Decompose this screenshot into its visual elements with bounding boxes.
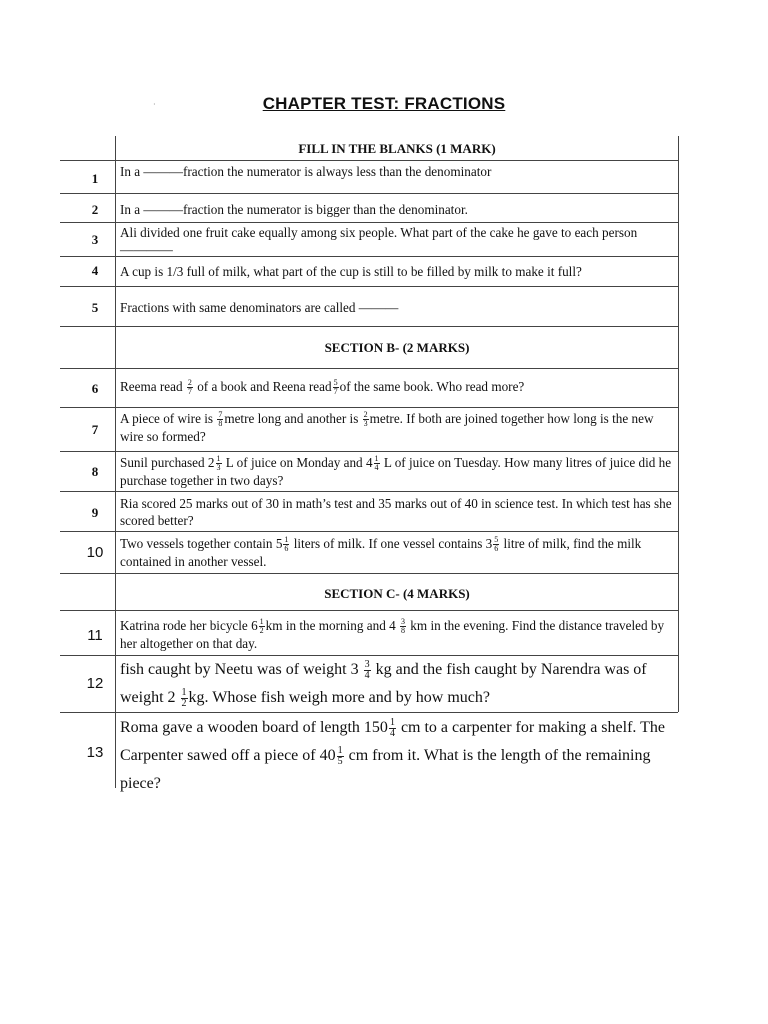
row-divider — [60, 610, 678, 611]
row-divider — [60, 451, 678, 452]
question-number: 10 — [86, 544, 104, 561]
question-text: A cup is 1/3 full of milk, what part of the cup is still to be filled by milk to make it full? — [120, 264, 582, 279]
question-number: 9 — [91, 505, 99, 520]
question-text: fish caught by Neetu was of weight 3 $\frac{3}{4}$ kg and the fish caught by Narendra was of weight 2 $\frac{1}{2}$ kg. Whose fish weigh more and by how much? — [120, 658, 647, 709]
section-c-heading: SECTION C- (4 MARKS) — [324, 586, 470, 601]
question-text: Roma gave a wooden board of length 150 $\frac{1}{4}$ cm to a carpenter for making a shelf. The Carpenter sawed off a piece of 40 $\frac{1}{5}$ cm from it. What is the length of the remaining piece? — [120, 716, 665, 792]
question-number: 7 — [91, 422, 99, 437]
fraction: $\frac{7}{8}$ — [218, 410, 223, 429]
fraction: $\frac{5}{7}$ — [333, 378, 338, 397]
question-number: 13 — [86, 744, 104, 761]
row-divider — [60, 491, 678, 492]
fraction: $\frac{1}{2}$ — [181, 686, 187, 709]
row-divider — [60, 286, 678, 287]
question-text: A piece of wire is $\frac{7}{8}$ metre long and another is $\frac{2}{3}$ metre. If both are joined together how long is the new wire so formed? — [120, 410, 654, 445]
question-number: 12 — [86, 675, 104, 692]
fraction: $\frac{2}{3}$ — [363, 410, 368, 429]
row-divider — [60, 573, 678, 574]
row-divider — [60, 531, 678, 532]
question-number: 3 — [91, 232, 99, 247]
table-left-border — [115, 136, 116, 788]
question-text: In a ———fraction the numerator is bigger than the denominator. — [120, 202, 468, 217]
question-text: Ria scored 25 marks out of 30 in math’s test and 35 marks out of 40 in science test. In which test has she scored better? — [120, 496, 672, 528]
question-number: 1 — [91, 171, 99, 186]
row-divider — [60, 368, 678, 369]
row-divider — [60, 193, 678, 194]
fraction: $\frac{1}{2}$ — [259, 617, 264, 636]
fraction: $\frac{3}{8}$ — [401, 617, 405, 636]
row-divider — [60, 222, 678, 223]
question-number: 6 — [91, 381, 99, 396]
fraction: $\frac{1}{4}$ — [374, 454, 379, 473]
fraction: $\frac{1}{3}$ — [216, 454, 221, 473]
question-number: 11 — [87, 627, 103, 644]
question-text: Sunil purchased 2 $\frac{1}{3}$ L of juice on Monday and 4 $\frac{1}{4}$ L of juice on Tuesday. How many litres of juice did he purchase together in two days? — [120, 454, 672, 489]
question-text: Ali divided one fruit cake equally among six people. What part of the cake he gave to each person———— — [120, 225, 638, 257]
question-number: 4 — [91, 263, 99, 278]
section-a-heading: FILL IN THE BLANKS (1 MARK) — [298, 141, 496, 156]
fraction: $\frac{5}{6}$ — [494, 535, 499, 554]
page-title: CHAPTER TEST: FRACTIONS — [262, 94, 506, 113]
row-divider — [60, 160, 678, 161]
question-text: Two vessels together contain 5 $\frac{1}{6}$ liters of milk. If one vessel contains 3 $\frac{5}{6}$ litre of milk, find the milk contained in another vessel. — [120, 535, 642, 570]
section-b-heading: SECTION B- (2 MARKS) — [324, 340, 470, 355]
row-divider — [60, 407, 678, 408]
question-number: 5 — [91, 300, 99, 315]
fraction: $\frac{2}{7}$ — [187, 378, 192, 397]
fraction: $\frac{1}{5}$ — [337, 744, 343, 767]
question-number: 8 — [91, 464, 99, 479]
stray-mark: · — [153, 100, 156, 109]
row-divider — [60, 712, 678, 713]
question-text: Reema read $\frac{2}{7}$ of a book and Reena read $\frac{5}{7}$ of the same book. Who read more? — [120, 378, 525, 397]
fraction: $\frac{1}{4}$ — [389, 716, 395, 739]
fraction: $\frac{1}{6}$ — [284, 535, 289, 554]
question-text: Katrina rode her bicycle 6 $\frac{1}{2}$ km in the morning and 4 $\frac{3}{8}$ km in the evening. Find the distance traveled by her altogether on that day. — [120, 617, 665, 652]
question-number: 2 — [91, 202, 99, 217]
row-divider — [60, 326, 678, 327]
question-text: In a ———fraction the numerator is always less than the denominator — [120, 164, 492, 179]
fraction: $\frac{3}{4}$ — [364, 658, 370, 681]
question-text: Fractions with same denominators are called ——— — [120, 300, 399, 315]
